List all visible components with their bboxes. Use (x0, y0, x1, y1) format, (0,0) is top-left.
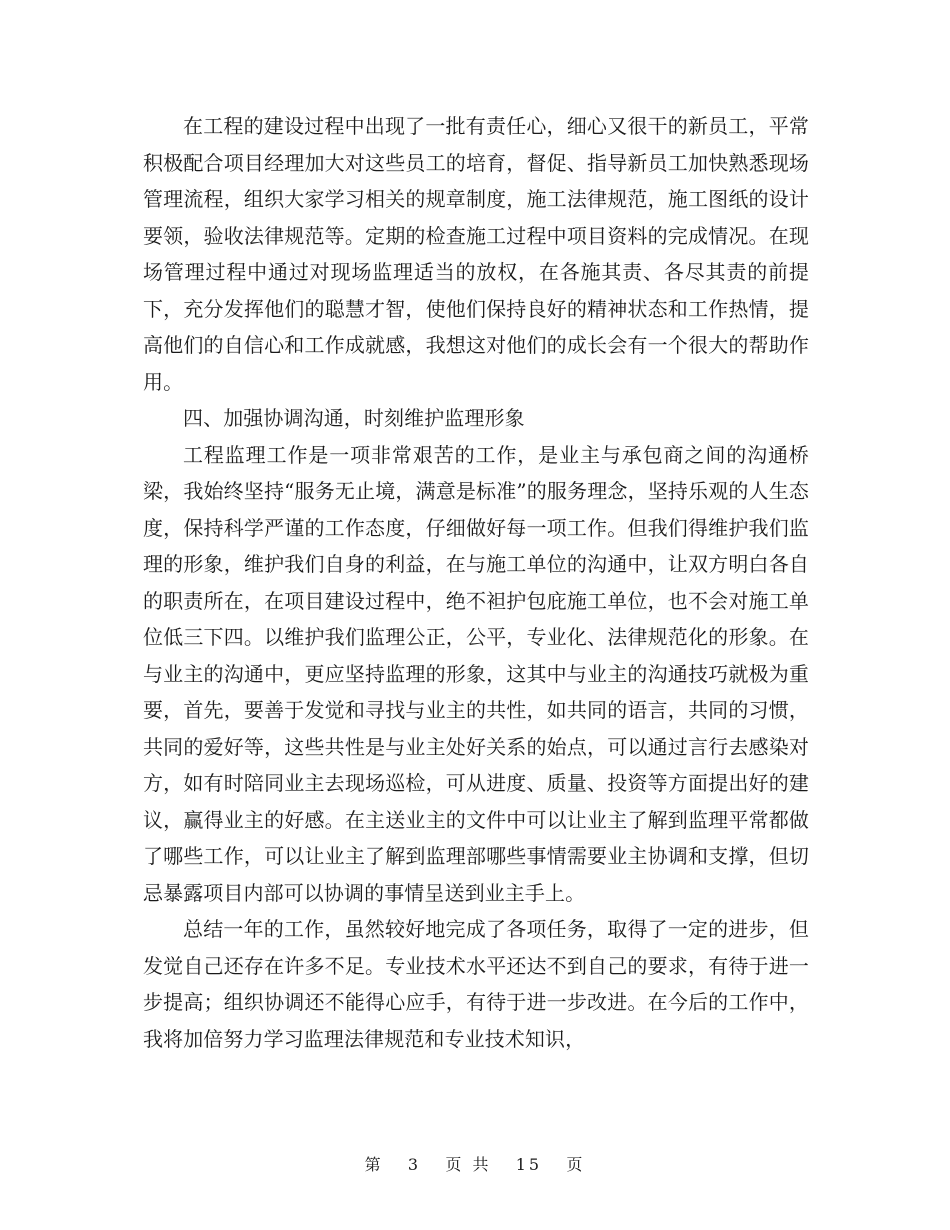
page-label-prefix: 第 (364, 1155, 384, 1174)
page-label-mid: 页 共 (445, 1155, 492, 1174)
page-footer (0, 1152, 950, 1175)
paragraph-coordination: 工程监理工作是一项非常艰苦的工作，是业主与承包商之间的沟通桥梁，我始终坚持“服务无止境，满意是标准”的服务理念，坚持乐观的人生态度，保持科学严谨的工作态度，仔细做好每一项工作。但我们得维护我们监理的形象，维护我们自身的利益，在与施工单位的沟通中，让双方明白各自的职责所在，在项目建设过程中，绝不袒护包庇施工单位，也不会对施工单位低三下四。以维护我们监理公正，公平，专业化、法律规范化的形象。在与业主的沟通中，更应坚持监理的形象，这其中与业主的沟通技巧就极为重要，首先，要善于发觉和寻找与业主的共性，如共同的语言，共同的习惯，共同的爱好等，这些共性是与业主处好关系的始点，可以通过言行去感染对方，如有时陪同业主去现场巡检，可从进度、质量、投资等方面提出好的建议，赢得业主的好感。在主送业主的文件中可以让业主了解到监理平常都做了哪些工作，可以让业主了解到监理部哪些事情需要业主协调和支撑，但切忌暴露项目内部可以协调的事情呈送到业主手上。 (143, 442, 809, 905)
section-heading-coordination: 四、加强协调沟通，时刻维护监理形象 (183, 406, 525, 430)
paragraph-summary: 总结一年的工作，虽然较好地完成了各项任务，取得了一定的进步，但发觉自己还存在许多不足。专业技术水平还达不到自己的要求，有待于进一步提高；组织协调还不能得心应手，有待于进一步改进。在今后的工作中，我将加倍努力学习监理法律规范和专业技术知识， (143, 917, 809, 1051)
paragraph-staff-training: 在工程的建设过程中出现了一批有责任心，细心又很干的新员工，平常积极配合项目经理加大对这些员工的培育，督促、指导新员工加快熟悉现场管理流程，组织大家学习相关的规章制度，施工法律规范，施工图纸的设计要领，验收法律规范等。定期的检查施工过程中项目资料的完成情况。在现场管理过程中通过对现场监理适当的放权，在各施其责、各尽其责的前提下，充分发挥他们的聪慧才智，使他们保持良好的精神状态和工作热情，提高他们的自信心和工作成就感，我想这对他们的成长会有一个很大的帮助作用。 (143, 114, 809, 394)
page-number-total: 15 (515, 1155, 543, 1174)
page-number-current: 3 (407, 1155, 422, 1174)
page-label-suffix: 页 (566, 1155, 586, 1174)
document-body (143, 108, 809, 1057)
